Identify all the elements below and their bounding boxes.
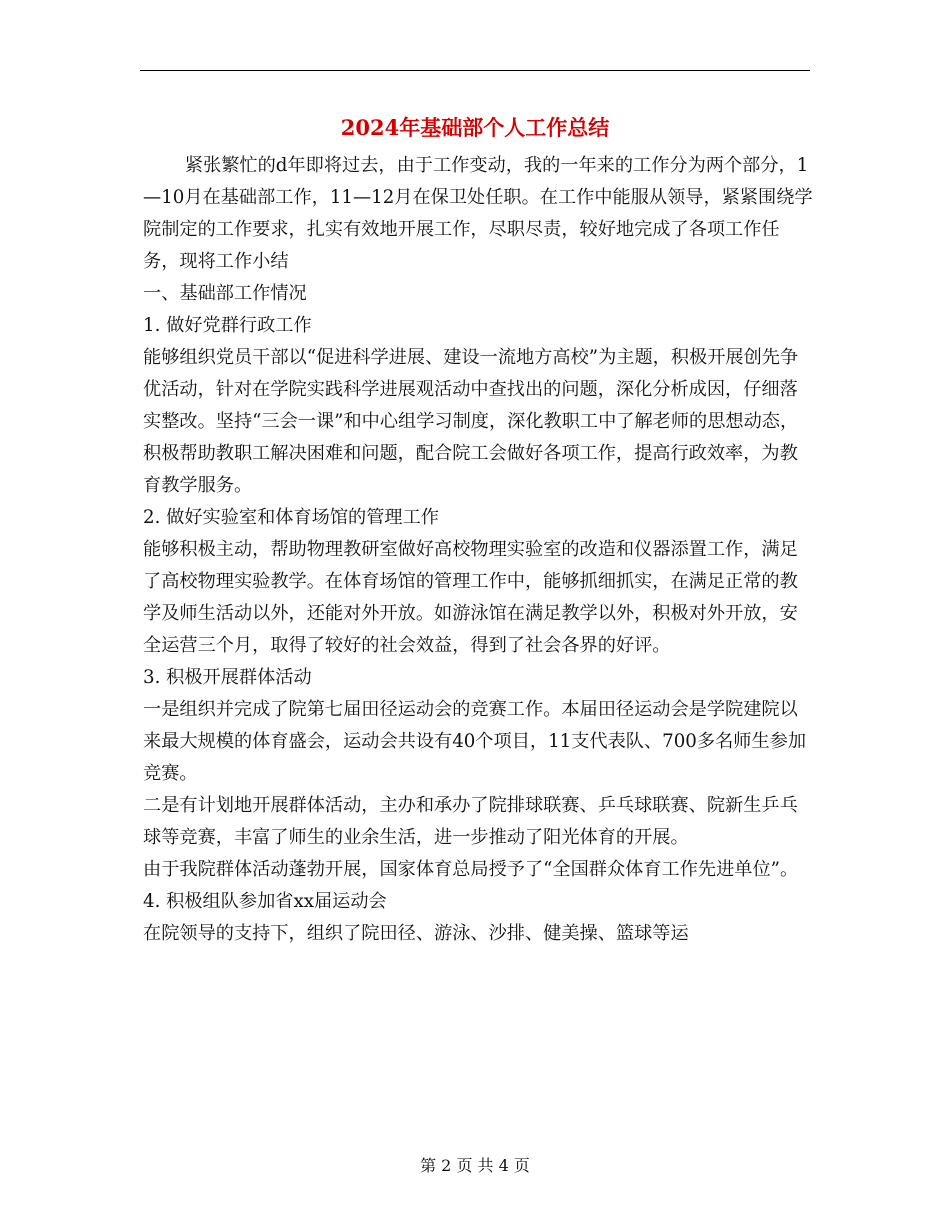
subsection-heading: 4. 积极组队参加省xx届运动会	[143, 891, 387, 912]
body-paragraph: 一是组织并完成了院第七届田径运动会的竞赛工作。本届田径运动会是学院建院以来最大规模的体育盛会，运动会共设有40个项目，11支代表队、700多名师生参加竞赛。	[143, 699, 807, 784]
document-title: 2024年基础部个人工作总结	[340, 115, 610, 140]
section-heading: 一、基础部工作情况	[143, 283, 307, 304]
intro-paragraph: 紧张繁忙的d年即将过去，由于工作变动，我的一年来的工作分为两个部分，1—10月在基础部工作，11—12月在保卫处任职。在工作中能服从领导，紧紧围绕学院制定的工作要求，扎实有效地开展工作，尽职尽责，较好地完成了各项工作任务，现将工作小结	[143, 155, 813, 272]
body-paragraph: 能够积极主动，帮助物理教研室做好高校物理实验室的改造和仪器添置工作，满足了高校物理实验教学。在体育场馆的管理工作中，能够抓细抓实，在满足正常的教学及师生活动以外，还能对外开放。如游泳馆在满足教学以外，积极对外开放，安全运营三个月，取得了较好的社会效益，得到了社会各界的好评。	[143, 539, 798, 656]
page-footer: 第 2 页 共 4 页	[420, 1156, 530, 1175]
document-body	[143, 150, 813, 950]
subsection-heading: 1. 做好党群行政工作	[143, 315, 312, 336]
body-paragraph: 由于我院群体活动蓬勃开展，国家体育总局授予了“全国群众体育工作先进单位”。	[143, 859, 799, 880]
subsection-heading: 2. 做好实验室和体育场馆的管理工作	[143, 507, 439, 528]
body-paragraph: 在院领导的支持下，组织了院田径、游泳、沙排、健美操、篮球等运	[143, 923, 689, 944]
body-paragraph: 能够组织党员干部以“促进科学进展、建设一流地方高校”为主题，积极开展创先争优活动，针对在学院实践科学进展观活动中查找出的问题，深化分析成因，仔细落实整改。坚持“三会一课”和中心组学习制度，深化教职工中了解老师的思想动态，积极帮助教职工解决困难和问题，配合院工会做好各项工作，提高行政效率，为教育教学服务。	[143, 347, 799, 496]
body-paragraph: 二是有计划地开展群体活动，主办和承办了院排球联赛、乒乓球联赛、院新生乒乓球等竞赛，丰富了师生的业余生活，进一步推动了阳光体育的开展。	[143, 795, 798, 848]
header-rule	[140, 70, 810, 71]
subsection-heading: 3. 积极开展群体活动	[143, 667, 312, 688]
